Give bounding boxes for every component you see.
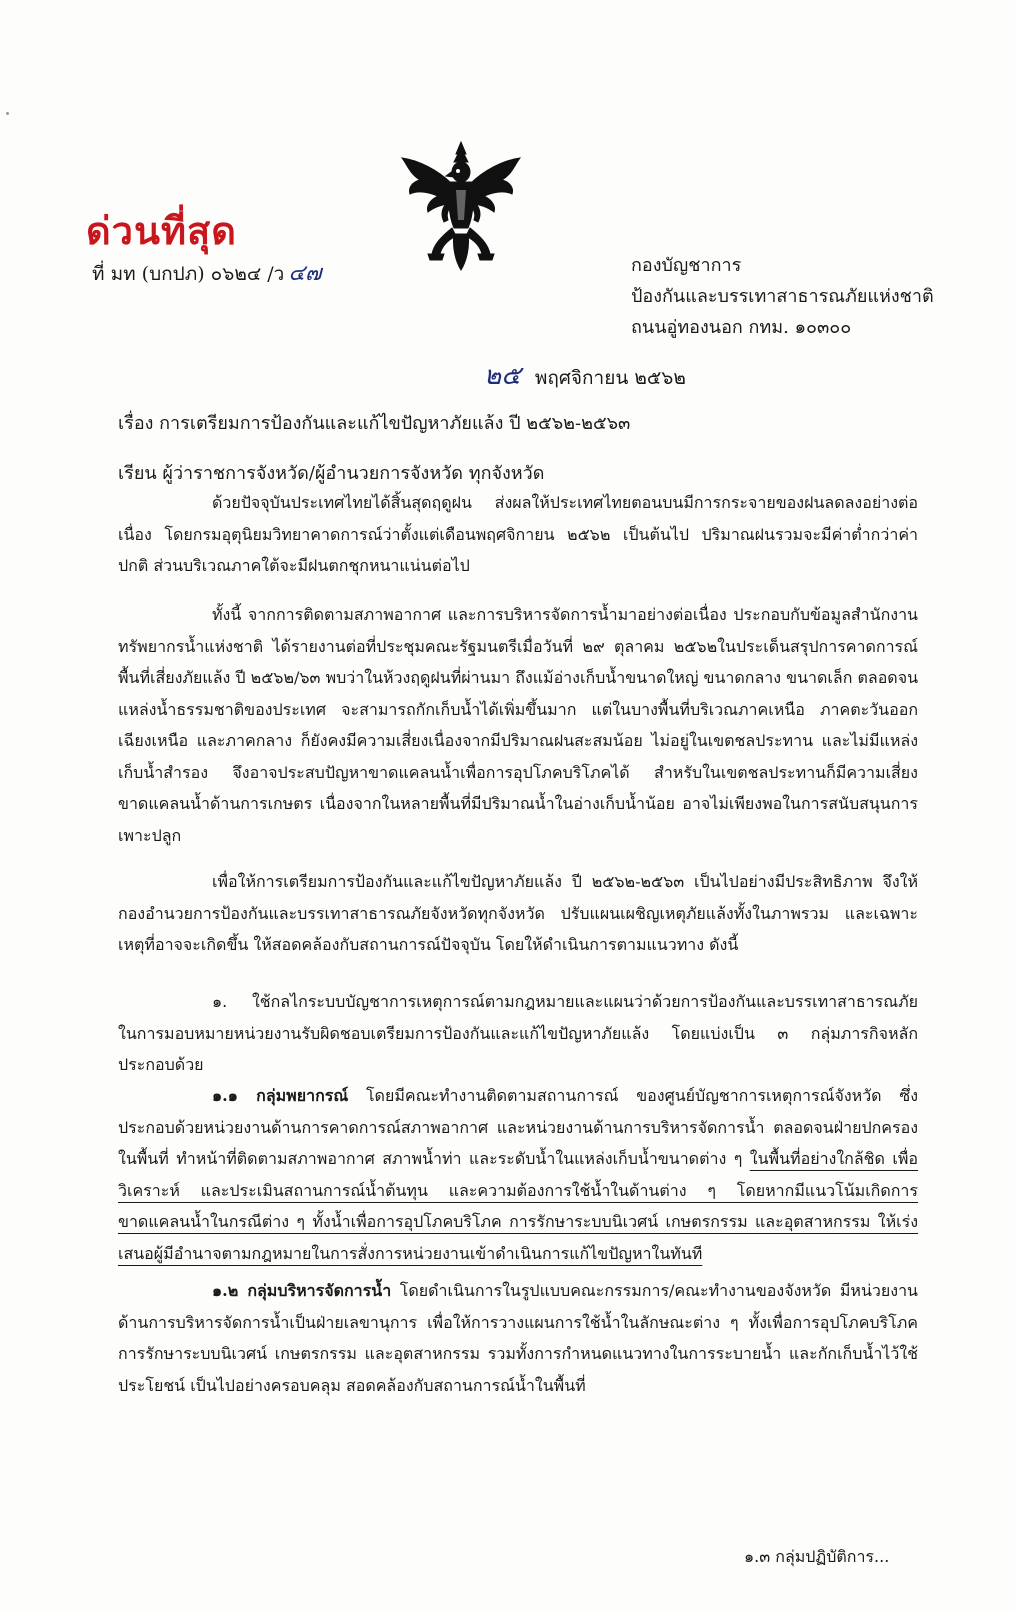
body-paragraph-water-management-group bbox=[118, 1275, 918, 1401]
water-management-group-text: โดยดำเนินการในรูปแบบคณะกรรมการ/คณะทำงานของจังหวัด มีหน่วยงานด้านการบริหารจัดการน้ำเป็นฝ่ายเลขานุการ เพื่อให้การวางแผนการใช้น้ำในลักษณะต่าง ๆ ทั้งเพื่อการอุปโภคบริโภค การรักษาระบบนิเวศน์ เกษตรกรรม และอุตสาหกรรม รวมทั้งการกำหนดแนวทางในการระบายน้ำ และกักเก็บน้ำไว้ใช้ประโยชน์ เป็นไปอย่างครอบคลุม สอดคล้องกับสถานการณ์น้ำในพื้นที่ bbox=[118, 1281, 918, 1395]
urgency-stamp: ด่วนที่สุด bbox=[86, 208, 237, 253]
scan-speck bbox=[6, 112, 9, 115]
body-paragraph-3: เพื่อให้การเตรียมการป้องกันและแก้ไขปัญหาภัยแล้ง ปี ๒๕๖๒-๒๕๖๓ เป็นไปอย่างมีประสิทธิภาพ จึงให้กองอำนวยการป้องกันและบรรเทาสาธารณภัยจังหวัดทุกจังหวัด ปรับแผนเผชิญเหตุภัยแล้งทั้งในภาพรวม และเฉพาะเหตุที่อาจจะเกิดขึ้น ให้สอดคล้องกับสถานการณ์ปัจจุบัน โดยให้ดำเนินการตามแนวทาง ดังนี้ bbox=[118, 872, 918, 954]
forecast-group-heading: ๑.๑ กลุ่มพยากรณ์ bbox=[212, 1086, 349, 1105]
document-number bbox=[92, 255, 322, 290]
office-line: ป้องกันและบรรเทาสาธารณภัยแห่งชาติ bbox=[631, 286, 934, 307]
date-month-year: พฤศจิกายน ๒๕๖๒ bbox=[534, 367, 686, 389]
forecast-group-underlined-text: ในพื้นที่อย่างใกล้ชิด เพื่อวิเคราะห์ และประเมินสถานการณ์น้ำต้นทุน และความต้องการใช้น้ำในด้านต่าง ๆ โดยหากมีแนวโน้มเกิดการขาดแคลนน้ำในกรณีต่าง ๆ ทั้งน้ำเพื่อการอุปโภคบริโภค การรักษาระบบนิเวศน์ เกษตรกรรม และอุตสาหกรรม ให้เร่งเสนอผู้มีอำนาจตามกฎหมายในการสั่งการหน่วยงานเข้าดำเนินการแก้ไขปัญหาในทันที bbox=[118, 1149, 919, 1263]
body-paragraph-forecast-group bbox=[118, 1080, 918, 1269]
document-number-printed: ที่ มท (บกปภ) ๐๖๒๔ /ว bbox=[92, 263, 285, 285]
office-line: กองบัญชาการ bbox=[631, 255, 742, 276]
document-date bbox=[484, 355, 686, 396]
document-number-handwritten: ๔๗ bbox=[288, 261, 322, 286]
body-paragraph-4: ๑. ใช้กลไกระบบบัญชาการเหตุการณ์ตามกฎหมายและแผนว่าด้วยการป้องกันและบรรเทาสาธารณภัย ในการมอบหมายหน่วยงานรับผิดชอบเตรียมการป้องกันและแก้ไขปัญหาภัยแล้ง โดยแบ่งเป็น ๓ กลุ่มภารกิจหลัก ประกอบด้วย bbox=[118, 992, 918, 1074]
subject-line: เรื่อง การเตรียมการป้องกันและแก้ไขปัญหาภัยแล้ง ปี ๒๕๖๒-๒๕๖๓ bbox=[118, 413, 631, 434]
body-paragraph-1: ด้วยปัจจุบันประเทศไทยได้สิ้นสุดฤดูฝน ส่งผลให้ประเทศไทยตอนบนมีการกระจายของฝนลดลงอย่างต่อเนื่อง โดยกรมอุตุนิยมวิทยาคาดการณ์ว่าตั้งแต่เดือนพฤศจิกายน ๒๕๖๒ เป็นต้นไป ปริมาณฝนรวมจะมีค่าต่ำกว่าค่าปกติ ส่วนบริเวณภาคใต้จะมีฝนตกชุกหนาแน่นต่อไป bbox=[118, 493, 918, 575]
sender-office bbox=[631, 250, 934, 343]
body-paragraph-2: ทั้งนี้ จากการติดตามสภาพอากาศ และการบริหารจัดการน้ำมาอย่างต่อเนื่อง ประกอบกับข้อมูลสำนักงานทรัพยากรน้ำแห่งชาติ ได้รายงานต่อที่ประชุมคณะรัฐมนตรีเมื่อวันที่ ๒๙ ตุลาคม ๒๕๖๒ในประเด็นสรุปการคาดการณ์พื้นที่เสี่ยงภัยแล้ง ปี ๒๕๖๒/๖๓ พบว่าในห้วงฤดูฝนที่ผ่านมา ถึงแม้อ่างเก็บน้ำขนาดใหญ่ ขนาดกลาง ขนาดเล็ก ตลอดจนแหล่งน้ำธรรมชาติของประเทศ จะสามารถกักเก็บน้ำได้เพิ่มขึ้นมาก แต่ในบางพื้นที่บริเวณภาคเหนือ ภาคตะวันออกเฉียงเหนือ และภาคกลาง ก็ยังคงมีความเสี่ยงเนื่องจากมีปริมาณฝนสะสมน้อย ไม่อยู่ในเขตชลประทาน และไม่มีแหล่งเก็บน้ำสำรอง จึงอาจประสบปัญหาขาดแคลนน้ำเพื่อการอุปโภคบริโภคได้ สำหรับในเขตชลประทานก็มีความเสี่ยงขาดแคลนน้ำด้านการเกษตร เนื่องจากในหลายพื้นที่มีปริมาณน้ำในอ่างเก็บน้ำน้อย อาจไม่เพียงพอในการสนับสนุนการเพาะปลูก bbox=[118, 605, 918, 845]
office-line: ถนนอู่ทองนอก กทม. ๑๐๓๐๐ bbox=[631, 317, 852, 338]
recipient-line: เรียน ผู้ว่าราชการจังหวัด/ผู้อำนวยการจังหวัด ทุกจังหวัด bbox=[118, 463, 545, 484]
garuda-emblem-icon bbox=[398, 140, 524, 272]
water-management-group-heading: ๑.๒ กลุ่มบริหารจัดการน้ำ bbox=[212, 1281, 392, 1300]
continuation-footer: ๑.๓ กลุ่มปฏิบัติการ... bbox=[744, 1547, 890, 1566]
forecast-group-text: โดยมีคณะทำงานติดตามสถานการณ์ ของศูนย์บัญชาการเหตุการณ์จังหวัด ซึ่งประกอบด้วยหน่วยงานด้านการคาดการณ์สภาพอากาศ และหน่วยงานด้านการบริหารจัดการน้ำ ตลอดจนฝ่ายปกครองในพื้นที่ ทำหน้าที่ติดตามสภาพอากาศ สภาพน้ำท่า และระดับน้ำในแหล่งเก็บน้ำขนาดต่าง ๆ bbox=[118, 1086, 918, 1168]
date-day-handwritten: ๒๕ bbox=[484, 361, 521, 391]
